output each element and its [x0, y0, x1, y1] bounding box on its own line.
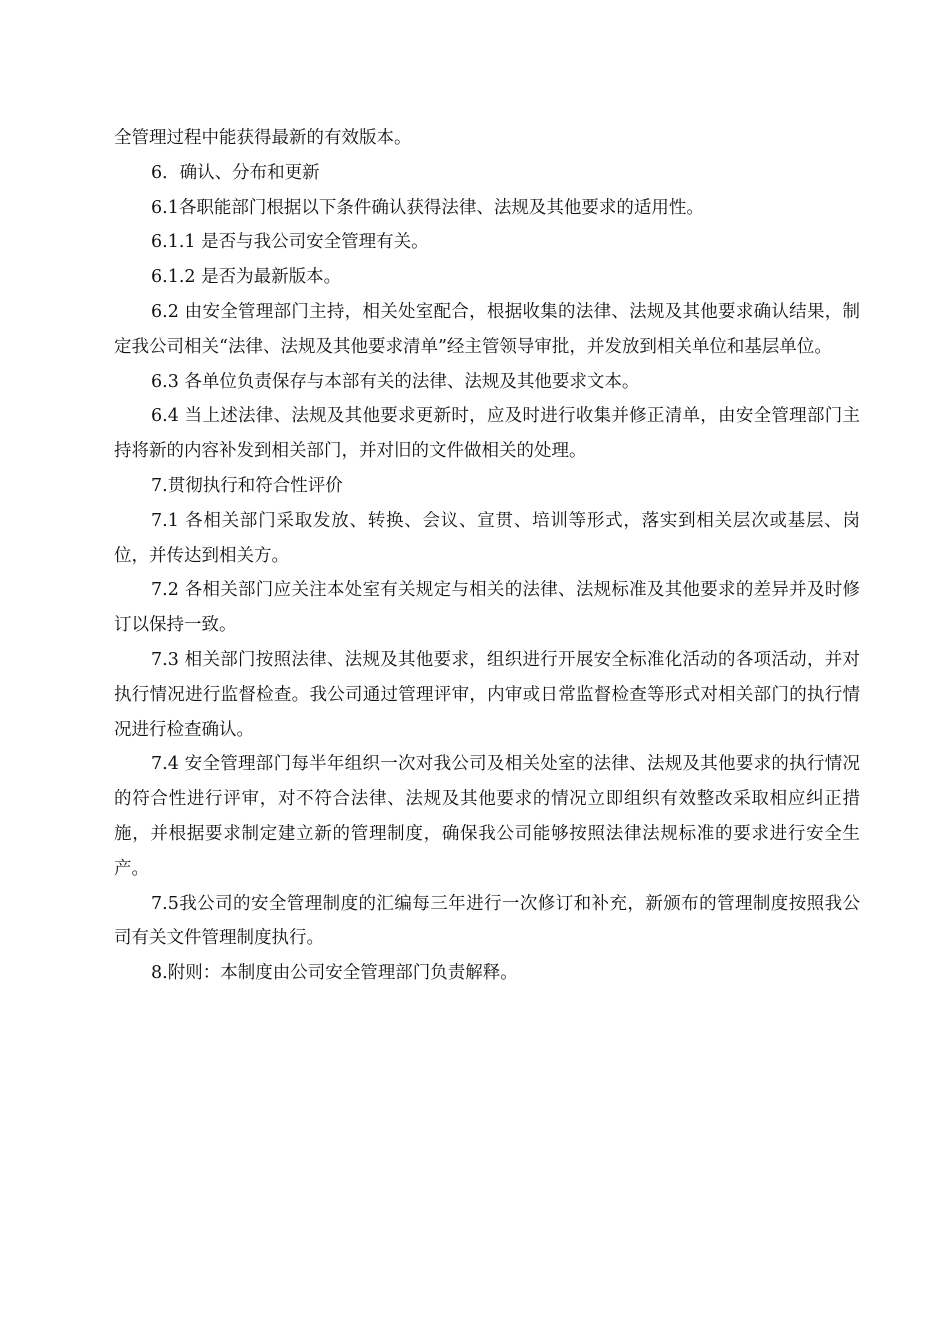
paragraph-7-2: 7.2 各相关部门应关注本处室有关规定与相关的法律、法规标准及其他要求的差异并及时修订以保持一致。 — [114, 580, 860, 636]
paragraph-6-2: 6.2 由安全管理部门主持，相关处室配合，根据收集的法律、法规及其他要求确认结果，制定我公司相关“法律、法规及其他要求清单”经主管领导审批，并发放到相关单位和基层单位。 — [114, 301, 860, 357]
paragraph-6-3: 6.3 各单位负责保存与本部有关的法律、法规及其他要求文本。 — [151, 371, 640, 392]
paragraph-6-1-1: 6.1.1 是否与我公司安全管理有关。 — [151, 232, 429, 253]
document-body — [114, 121, 860, 991]
paragraph-6-1: 6.1各职能部门根据以下条件确认获得法律、法规及其他要求的适用性。 — [151, 197, 704, 218]
paragraph-6-4: 6.4 当上述法律、法规及其他要求更新时，应及时进行收集并修正清单，由安全管理部门主持将新的内容补发到相关部门，并对旧的文件做相关的处理。 — [114, 406, 860, 462]
paragraph-8-appendix: 8.附则：本制度由公司安全管理部门负责解释。 — [151, 963, 518, 984]
paragraph-6-1-2: 6.1.2 是否为最新版本。 — [151, 267, 342, 288]
paragraph-continuation: 全管理过程中能获得最新的有效版本。 — [114, 128, 412, 148]
heading-section-6: 6．确认、分布和更新 — [151, 162, 320, 183]
paragraph-7-5: 7.5我公司的安全管理制度的汇编每三年进行一次修订和补充，新颁布的管理制度按照我公司有关文件管理制度执行。 — [114, 893, 860, 949]
paragraph-7-1: 7.1 各相关部门采取发放、转换、会议、宣贯、培训等形式，落实到相关层次或基层、岗位，并传达到相关方。 — [114, 510, 860, 566]
paragraph-7-4: 7.4 安全管理部门每半年组织一次对我公司及相关处室的法律、法规及其他要求的执行情况的符合性进行评审，对不符合法律、法规及其他要求的情况立即组织有效整改采取相应纠正措施，并根据要求制定建立新的管理制度，确保我公司能够按照法律法规标准的要求进行安全生产。 — [114, 754, 860, 879]
paragraph-7-3: 7.3 相关部门按照法律、法规及其他要求，组织进行开展安全标准化活动的各项活动，并对执行情况进行监督检查。我公司通过管理评审，内审或日常监督检查等形式对相关部门的执行情况进行检查确认。 — [114, 649, 860, 740]
heading-section-7: 7.贯彻执行和符合性评价 — [151, 475, 343, 496]
